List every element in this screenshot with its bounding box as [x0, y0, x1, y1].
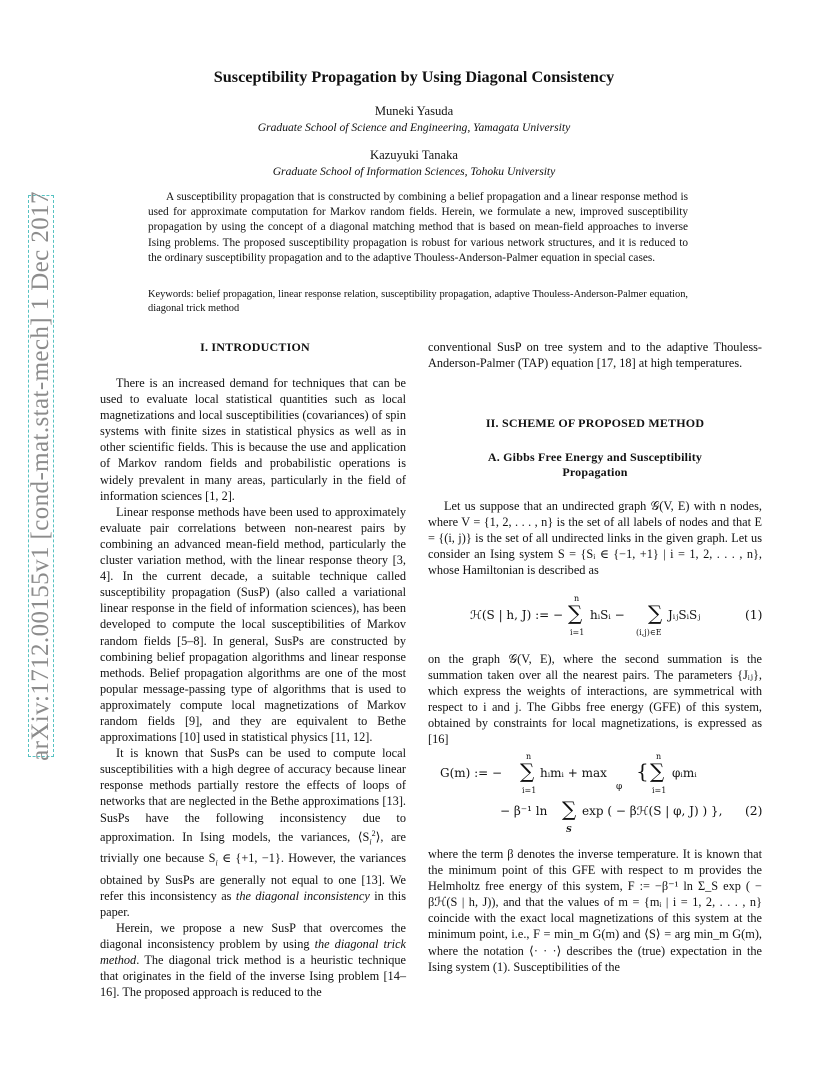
- intro-paragraph-4: Herein, we propose a new SusP that overcomes the diagonal inconsistency problem by using the diagonal trick method. The diagonal trick method is a heuristic technique that originates in the field of the inverse Ising problem [14–16]. The proposed approach is reduced to the: [100, 921, 407, 1000]
- equation-2: G(m) := − n ∑ i=1 hᵢmᵢ + max φ { n ∑ i=1 φᵢmᵢ − β⁻¹ ln ∑ S exp ( − βℋ(S | φ, J) ) }, (2): [440, 752, 763, 834]
- author-1: Muneki Yasuda: [374, 104, 454, 118]
- abstract: A susceptibility propagation that is constructed by combining a belief propagation and a linear response method is used for approximate computation for Markov random fields. Herein, we formulate a new, improved susceptibility propagation by using the concept of a diagonal matching method that is based on mean-field approaches to inverse Ising problems. The proposed susceptibility propagation is robust for various network structures, and it is reduced to the ordinary susceptibility propagation and to the adaptive Thouless-Anderson-Palmer equation in special cases.: [148, 191, 688, 264]
- subsection-a-heading: A. Gibbs Free Energy and Susceptibility Propagation: [487, 450, 703, 479]
- keywords: Keywords: belief propagation, linear response relation, susceptibility propagation, adaptive Thouless-Anderson-Palmer equation, diagonal trick method: [148, 289, 688, 314]
- intro-paragraph-4-cont: conventional SusP on tree system and to the adaptive Thouless-Anderson-Palmer (TAP) equation [17, 18] at high temperatures.: [428, 340, 762, 371]
- arxiv-id: arXiv:1712.00155v1 [cond-mat.stat-mech] 1 Dec 2017: [27, 191, 54, 761]
- equation-1: ℋ(S | h, J) := − n ∑ i=1 hᵢSᵢ − ∑ (i,j)∈E JᵢⱼSᵢSⱼ (1): [470, 594, 763, 637]
- arxiv-stamp: [27, 191, 54, 761]
- section-1-heading: I. INTRODUCTION: [200, 340, 310, 354]
- section-2-heading: II. SCHEME OF PROPOSED METHOD: [485, 416, 705, 430]
- affiliation-2: Graduate School of Information Sciences, Tohoku University: [272, 165, 556, 178]
- right-column-top: [428, 339, 762, 371]
- affiliation-1: Graduate School of Science and Engineering, Yamagata University: [257, 121, 571, 134]
- scheme-paragraph-3: where the term β denotes the inverse temperature. It is known that the minimum point of this GFE with respect to m provides the Helmholtz free energy of this system, F := −β⁻¹ ln Σ_S exp ( − βℋ(S | h, J)), and that the values of m = {mᵢ | i = 1, 2, . . . , n} coincide with the exact local magnetizations of this system at the minimum point, i.e., F = min_m G(m) and ⟨S⟩ = arg min_m G(m), where the notation ⟨· · ·⟩ describes the (true) expectation in the Ising system (1). Susceptibilities of the: [428, 847, 762, 974]
- left-column: [100, 375, 406, 1001]
- intro-paragraph-3: It is known that SusPs can be used to compute local susceptibilities with a high degree of accuracy because linear response methods partially restore the effects of loops of networks that are neglected in the Bethe approximations [13]. SusPs have the following inconsistency due to approximation. In Ising models, the variances, $⟨S_i^2⟩$, are trivially one because $S_i$ ∈ {+1, −1}. However, the variances obtained by SusPs are generally not equal to one [13]. We refer this inconsistency as the diagonal inconsistency in this paper.: [100, 746, 406, 919]
- intro-paragraph-1: There is an increased demand for techniques that can be used to evaluate local statistical quantities such as local magnetizations and local susceptibilities (covariances) of spin systems with finite sizes in statistical physics as well as in other scientific fields. This is because the use and application of Markov random fields and probabilistic operations is widely prevalent in many areas, particularly in the field of information sciences [1, 2].: [100, 376, 406, 503]
- scheme-paragraph-2: on the graph 𝒢(V, E), where the second summation is the summation taken over all the nearest pairs. The parameters {Jᵢⱼ}, which express the weights of interactions, are symmetrical with respect to i and j. The Gibbs free energy (GFE) of this system, obtained by constraints for local magnetizations, is expressed as [16]: [428, 652, 762, 747]
- scheme-paragraph-1: Let us suppose that an undirected graph 𝒢(V, E) with n nodes, where V = {1, 2, . . . , n} is the set of all labels of nodes and that E = {(i, j)} is the set of all undirected links in the given graph. Let us consider an Ising system S = {Sᵢ ∈ {−1, +1} | i = 1, 2, . . . , n}, whose Hamiltonian is described as: [428, 499, 762, 578]
- author-2: Kazuyuki Tanaka: [369, 148, 459, 162]
- paper-title: Susceptibility Propagation by Using Diagonal Consistency: [213, 68, 615, 86]
- intro-paragraph-2: Linear response methods have been used to approximately evaluate pair correlations between non-nearest pairs by combining an advanced mean-field method, particularly the cluster variation method, with the linear response theory [3, 4]. In the current decade, a suitable technique called susceptibility propagation (SusP) (also called a variational linear response in the field of information sciences), has been developed to compute the local susceptibilities of Markov random fields [5–8]. In general, SusPs are constructed by combining belief propagation algorithms and linear response methods. Belief propagation algorithms are one of the most popular message-passing type of algorithms that is used to approximately compute local magnetizations of Markov random fields [9], and they are equivalent to Bethe approximations [10] used in statistical physics [11, 12].: [100, 504, 406, 745]
